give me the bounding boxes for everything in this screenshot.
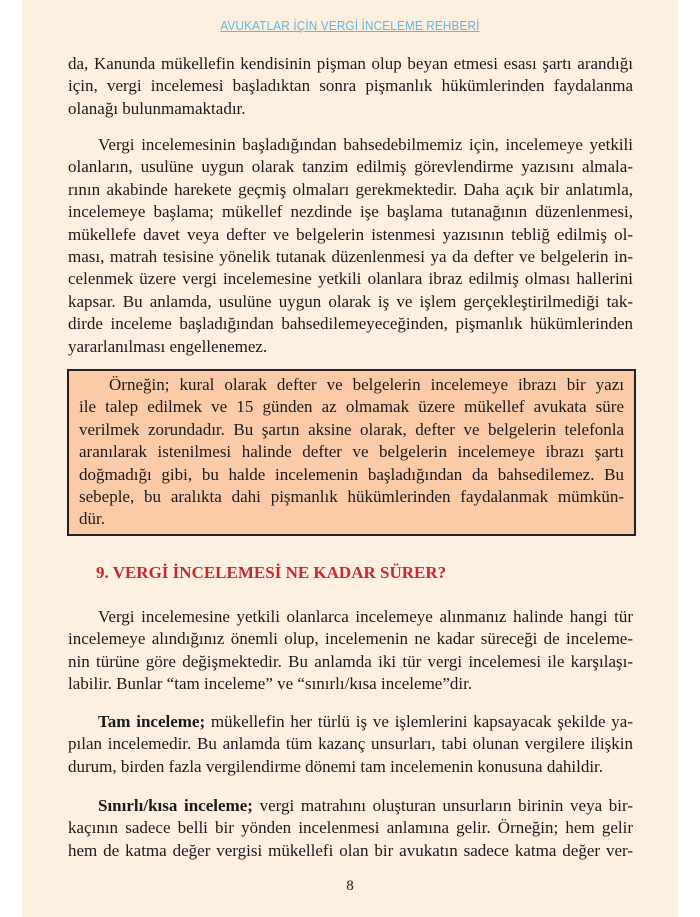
text-line: ile talep edilmek ve 15 günden az olmamak üzere mükellef avukata süre xyxy=(79,397,624,417)
text-line: Örneğin; kural olarak defter ve belgelerin incelemeye ibrazı bir yazı xyxy=(109,375,624,394)
text-line: doğmadığı gibi, bu halde incelemenin başladığından da bahsedilemez. Bu xyxy=(79,464,624,484)
text-line: yararlanılması engellenemez. xyxy=(68,336,268,356)
text-line: verilmek zorundadır. Bu şartın aksine olarak, defter ve belgelerin telefonla xyxy=(79,419,624,439)
text-line: celenmek üzere vergi incelemesine yetkili olanlara ibraz edilmiş olması hallerini xyxy=(68,269,633,289)
text-line: Vergi incelemesinin başladığından bahsedebilmemiz için, incelemeye yetkili xyxy=(98,135,633,154)
text-line: hem de katma değer vergisi mükellefi olan bir avukatın sadece katma değer ver- xyxy=(68,840,633,860)
text-line: kapsar. Bu anlamda, usulüne uygun olarak iş ve işlem gerçekleştirilmediği tak- xyxy=(68,291,633,311)
example-box xyxy=(67,369,636,536)
text-line: da, Kanunda mükellefin kendisinin pişman olup beyan etmesi esası şartı arandığı xyxy=(68,54,633,73)
text-line: sebeple, bu aralıkta dahi pişmanlık hükümlerinden faydalanmak mümkün- xyxy=(79,487,624,507)
paragraph-sinirli-inceleme xyxy=(68,795,633,862)
paragraph-tam-inceleme xyxy=(68,711,633,778)
term-tam-inceleme: Tam inceleme; xyxy=(98,712,206,731)
section-heading: 9. VERGİ İNCELEMESİ NE KADAR SÜRER? xyxy=(96,563,447,582)
text-line: durum, birden fazla vergilendirme dönemi tam incelemenin konusuna dahildir. xyxy=(68,756,604,776)
text-line: dirde inceleme başladığından bahsedilemeyeceğinden, pişmanlık hükümlerinden xyxy=(68,314,633,334)
text-line: dür. xyxy=(79,509,105,529)
text-line: mükellefe davet veya defter ve belgelerin istenmesi yazısının tebliğ edilmiş ol- xyxy=(68,224,633,244)
text-line: kaçının sadece belli bir yönden incelenmesi anlamına gelir. Örneğin; hem gelir xyxy=(68,818,633,838)
text-line: rının akabinde harekete geçmiş olmaları gerekmektedir. Daha açık bir anlatımla, xyxy=(68,179,633,199)
text-line: pılan incelemedir. Bu anlamda tüm kazanç unsurları, tabi olunan vergilere ilişkin xyxy=(68,734,633,754)
text-line: nin türüne göre değişmektedir. Bu anlamda iki tür vergi incelemesi ile karşılaşı- xyxy=(68,651,633,671)
running-header: AVUKATLAR İÇİN VERGİ İNCELEME REHBERİ xyxy=(220,18,480,33)
page-number: 8 xyxy=(346,878,354,894)
text-line: ması, matrah tesisine yönelik tutanak düzenlenmesi ya da defter ve belgelerin in- xyxy=(68,247,633,267)
text-line: incelemeye alındığınız önemli olup, incelemenin ne kadar süreceği de inceleme- xyxy=(68,629,633,649)
term-sinirli-inceleme: Sınırlı/kısa inceleme; xyxy=(98,796,253,815)
text-line: olanağı bulunmamaktadır. xyxy=(68,98,246,118)
text-line: olanların, usulüne uygun olarak tanzim edilmiş görevlendirme yazısını almala- xyxy=(68,157,633,177)
text-line: incelemeye başlama; mükellef nezdinde işe başlama tutanağının düzenlenmesi, xyxy=(68,202,633,222)
paragraph-2 xyxy=(68,134,633,358)
text-line: aranılarak istenilmesi halinde defter ve belgelerin incelemeye ibrazı şartı xyxy=(79,442,624,462)
text-line: için, vergi incelemesi başladıktan sonra pişmanlık hükümlerinden faydalanma xyxy=(68,76,633,96)
paragraph-3 xyxy=(68,606,633,696)
text-line: Vergi incelemesine yetkili olanlarca incelemeye alınmanız halinde hangi tür xyxy=(98,607,633,626)
paragraph-1 xyxy=(68,53,633,120)
text-line: Tam inceleme; mükellefin her türlü iş ve işlemlerini kapsayacak şekilde ya- xyxy=(98,712,633,731)
text-line: labilir. Bunlar “tam inceleme” ve “sınırlı/kısa inceleme”dir. xyxy=(68,674,473,694)
text-line: Sınırlı/kısa inceleme; vergi matrahını oluşturan unsurların birinin veya bir- xyxy=(98,796,633,815)
